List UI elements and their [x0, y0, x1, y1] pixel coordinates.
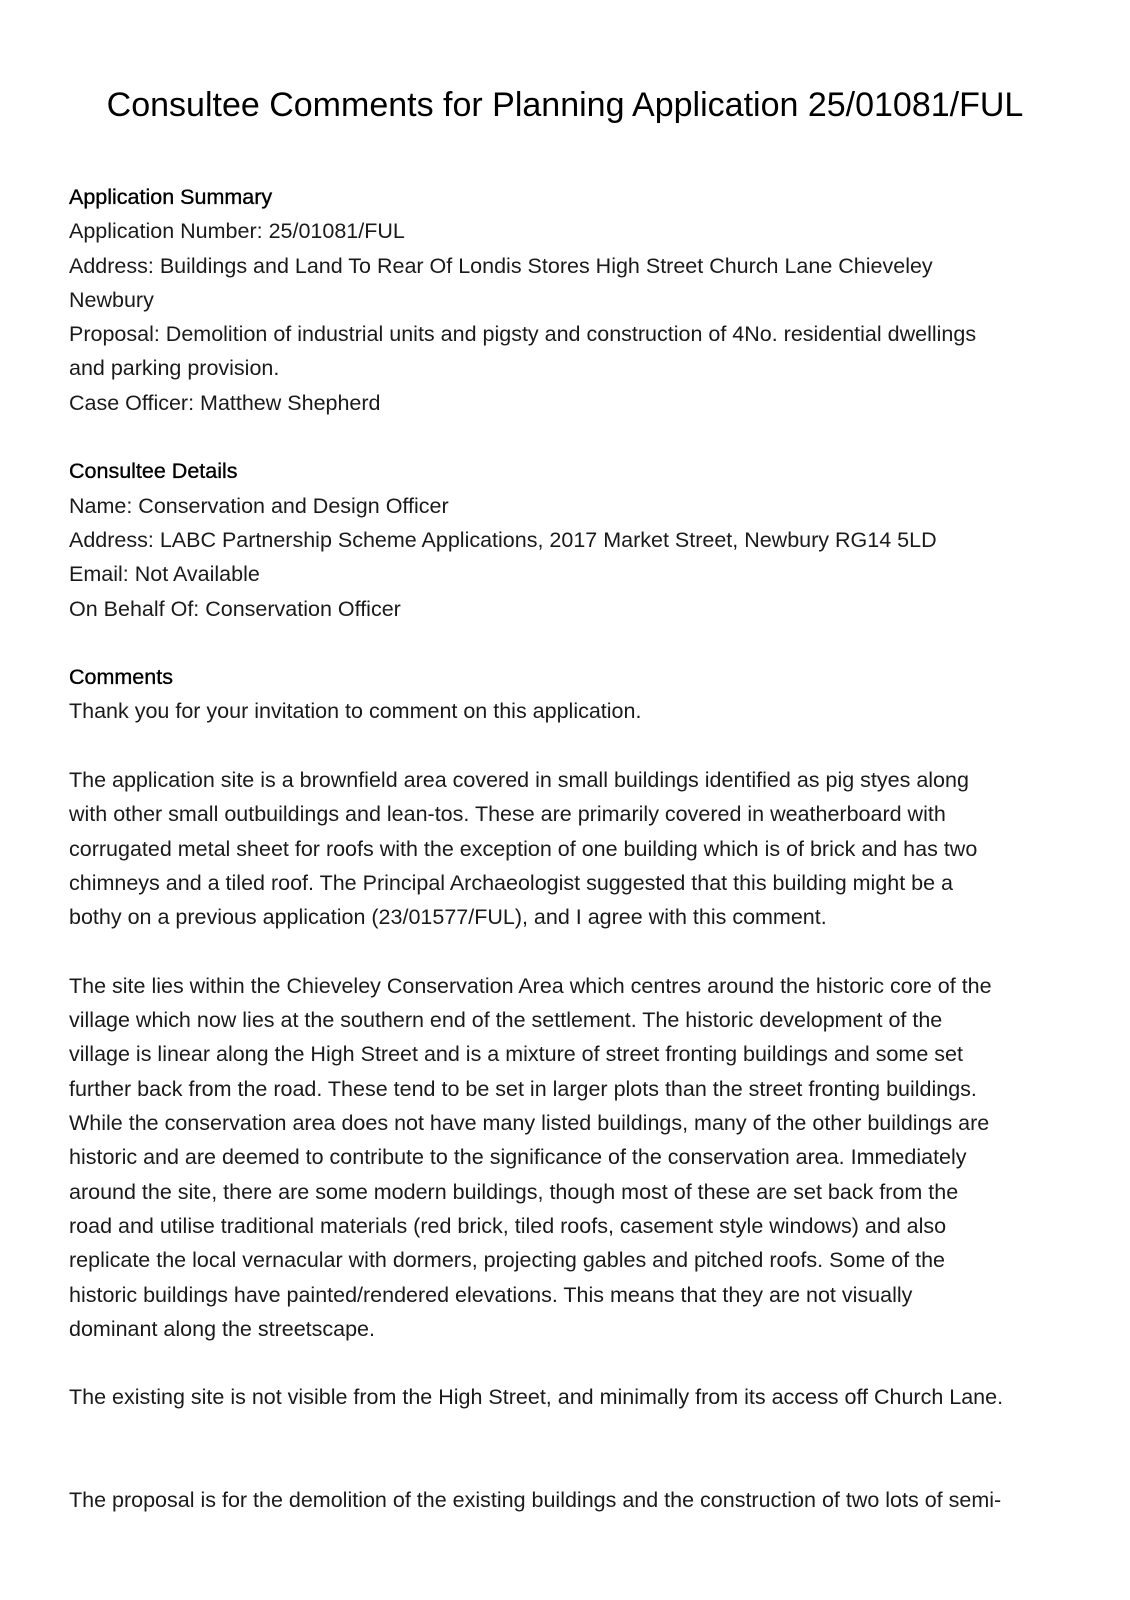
- comments-paragraph-3: The existing site is not visible from the High Street, and minimally from its access off Church Lane.: [69, 1385, 1004, 1410]
- paragraph-line: chimneys and a tiled roof. The Principal Archaeologist suggested that this building might be a: [69, 870, 954, 895]
- address-line-1: Address: Buildings and Land To Rear Of Londis Stores High Street Church Lane Chieveley: [69, 253, 933, 278]
- paragraph-line: historic and are deemed to contribute to the significance of the conservation area. Immediately: [69, 1145, 967, 1170]
- consultee-name: Name: Conservation and Design Officer: [69, 493, 449, 518]
- paragraph-line: with other small outbuildings and lean-tos. These are primarily covered in weatherboard with: [69, 802, 946, 827]
- comments-heading: Comments: [69, 665, 173, 690]
- comments-paragraph-4: The proposal is for the demolition of the existing buildings and the construction of two lots of semi-: [69, 1488, 1002, 1513]
- paragraph-line: village is linear along the High Street and is a mixture of street fronting buildings and some set: [69, 1042, 963, 1067]
- spacer: [69, 1449, 1069, 1483]
- comments-intro: Thank you for your invitation to comment on this application.: [69, 699, 642, 724]
- consultee-address: Address: LABC Partnership Scheme Applications, 2017 Market Street, Newbury RG14 5LD: [69, 527, 937, 552]
- consultee-on-behalf-of: On Behalf Of: Conservation Officer: [69, 596, 401, 621]
- spacer: [69, 1415, 1069, 1449]
- paragraph-line: road and utilise traditional materials (red brick, tiled roofs, casement style windows) and also: [69, 1213, 947, 1238]
- spacer: [69, 420, 1069, 454]
- application-number: Application Number: 25/01081/FUL: [69, 219, 405, 244]
- paragraph-line: bothy on a previous application (23/01577/FUL), and I agree with this comment.: [69, 905, 827, 930]
- proposal-line-2: and parking provision.: [69, 356, 280, 381]
- consultee-details-section: [69, 454, 1069, 625]
- proposal-line-1: Proposal: Demolition of industrial units and pigsty and construction of 4No. residential dwellings: [69, 322, 977, 347]
- spacer: [69, 729, 1069, 763]
- comments-section: [69, 660, 1069, 1517]
- consultee-email: Email: Not Available: [69, 562, 260, 587]
- spacer: [69, 935, 1069, 969]
- application-summary-heading: Application Summary: [69, 185, 273, 209]
- comments-paragraph-1: [69, 763, 1069, 934]
- paragraph-line: dominant along the streetscape.: [69, 1316, 375, 1341]
- paragraph-line: The site lies within the Chieveley Conservation Area which centres around the historic core of the: [69, 973, 992, 998]
- paragraph-line: around the site, there are some modern buildings, though most of these are set back from the: [69, 1179, 959, 1204]
- document-body: [69, 180, 1069, 1518]
- spacer: [69, 1346, 1069, 1380]
- paragraph-line: historic buildings have painted/rendered elevations. This means that they are not visually: [69, 1282, 913, 1307]
- spacer: [69, 626, 1069, 660]
- paragraph-line: corrugated metal sheet for roofs with the exception of one building which is of brick and has two: [69, 836, 978, 861]
- case-officer: Case Officer: Matthew Shepherd: [69, 390, 381, 415]
- application-summary-section: [69, 180, 1069, 420]
- page-title: Consultee Comments for Planning Application 25/01081/FUL: [106, 86, 1024, 124]
- paragraph-line: The application site is a brownfield area covered in small buildings identified as pig styes along: [69, 768, 969, 793]
- paragraph-line: village which now lies at the southern end of the settlement. The historic development of the: [69, 1008, 943, 1033]
- consultee-details-heading: Consultee Details: [69, 459, 238, 484]
- comments-paragraph-2: [69, 969, 1069, 1346]
- paragraph-line: further back from the road. These tend to be set in larger plots than the street fronting buildings.: [69, 1076, 977, 1101]
- paragraph-line: While the conservation area does not have many listed buildings, many of the other buildings are: [69, 1111, 990, 1136]
- paragraph-line: replicate the local vernacular with dormers, projecting gables and pitched roofs. Some of the: [69, 1248, 945, 1273]
- address-line-2: Newbury: [69, 287, 154, 312]
